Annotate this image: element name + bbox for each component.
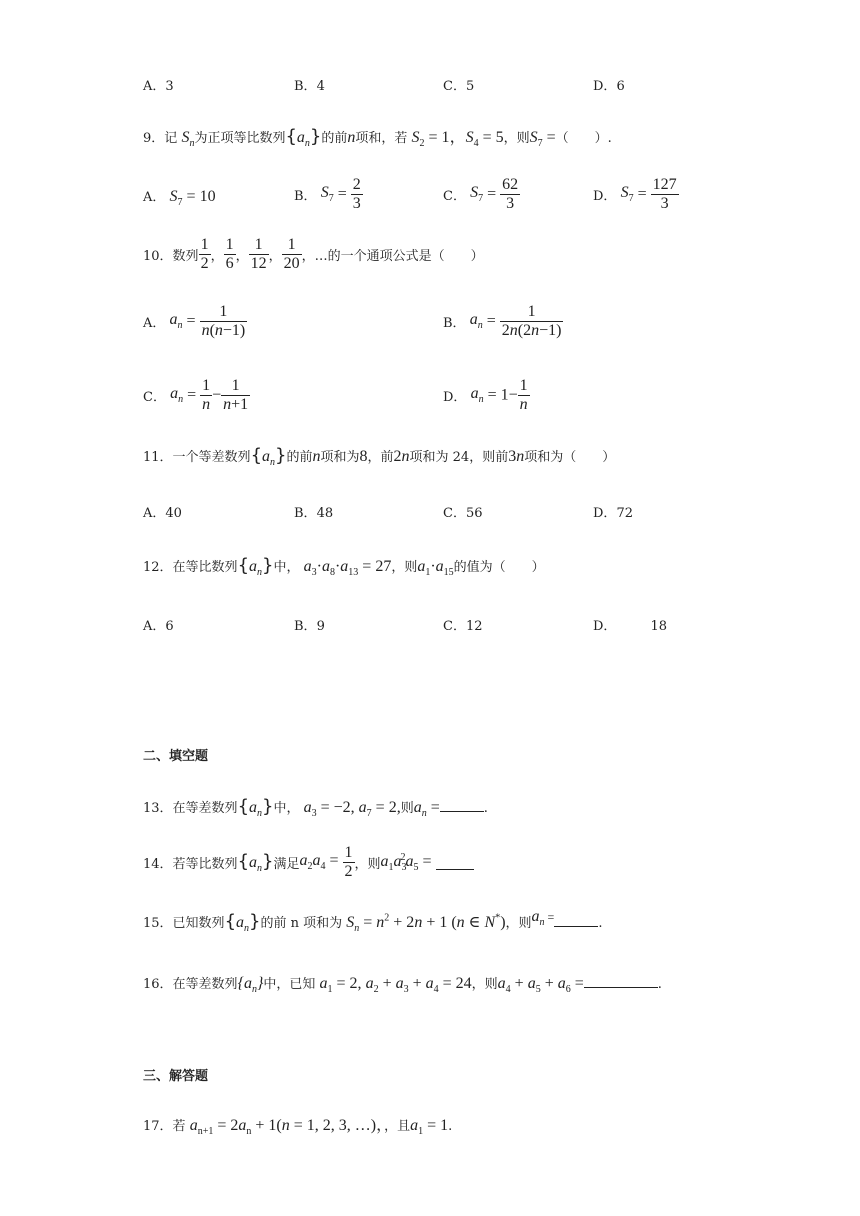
stem-text: 一个等差数列: [172, 450, 251, 465]
stem-text: 项和为（ ）: [524, 450, 616, 465]
stem-text: 在等差数列: [172, 977, 238, 992]
math-s7: $S_7$ =: [529, 129, 556, 150]
fraction: $\frac{1}{n}$: [202, 377, 211, 413]
answer-blank[interactable]: [440, 797, 484, 812]
option-text: 72: [616, 506, 633, 521]
option-text: 40: [165, 506, 182, 521]
stem-text: 的前: [321, 131, 348, 146]
stem-text: ，…的一个通项公式是（ ）: [301, 249, 484, 264]
stem-text: ，前: [367, 450, 394, 465]
option-label: A．: [143, 316, 166, 331]
section-heading-solutions: 三、解答题: [143, 1069, 209, 1084]
option-label: B．: [294, 189, 317, 204]
q10-option-c[interactable]: C． $a_n$ = $\frac{1}{n}$ − $\frac{1}{n+1}$: [143, 377, 249, 413]
fraction: $\frac{1}{2}$: [200, 236, 209, 272]
q9-option-d[interactable]: D． $S_7$ = $\frac{127}{3}$: [593, 176, 677, 212]
math-n: n: [347, 129, 356, 146]
q11-option-c[interactable]: [443, 502, 483, 521]
question-number: 11．: [143, 450, 173, 465]
math-value: 27: [375, 558, 392, 575]
stem-text: ，则: [354, 857, 381, 872]
fraction: $\frac{1}{12}$: [250, 236, 267, 272]
math-s2: $S_2 = 1$: [411, 129, 450, 150]
option-label: D．: [593, 506, 617, 521]
stem-text: 若: [172, 1119, 186, 1134]
stem-text: 数列: [172, 249, 199, 264]
stem-text: .: [598, 916, 603, 931]
option-label: D．: [593, 619, 617, 634]
option-label: A．: [143, 190, 166, 205]
q9-stem: 9．记 $S_n$为正项等比数列$\{a_n\}$的前n项和，若 $S_2 = 1$，$S_4 = 5$，则$S_7$ =（ ）.: [143, 126, 612, 150]
option-label: D．: [593, 189, 617, 204]
option-label: D．: [593, 79, 617, 94]
option-label: C．: [443, 506, 466, 521]
stem-text: 在等比数列: [172, 560, 238, 575]
stem-text: 的前 n 项和为: [260, 916, 343, 931]
q8-option-a[interactable]: [143, 75, 174, 94]
stem-text: 中，已知: [263, 977, 316, 992]
stem-text: 项和为: [320, 450, 360, 465]
option-label: B．: [294, 506, 317, 521]
q15-stem: 15．已知数列$\{a_n\}$的前 n 项和为 $S_n = n^2 + 2n + 1$ (n ∈ N*)，则$a_n$ = .: [143, 908, 603, 935]
q8-option-c[interactable]: [443, 75, 474, 94]
answer-blank[interactable]: [436, 855, 474, 870]
section-heading-fill-in: 二、填空题: [143, 749, 209, 764]
fraction: $\frac{1}{2n(2n-1)}$: [501, 303, 562, 339]
question-number: 13．: [143, 801, 173, 816]
stem-text: 项和为 24，则前: [409, 450, 509, 465]
question-number: 15．: [143, 916, 173, 931]
q9-option-a[interactable]: A． $S_7 = 10$: [143, 188, 216, 209]
stem-text: 记: [164, 131, 178, 146]
q10-option-a[interactable]: A． $a_n$ = $\frac{1}{n(n-1)}$: [143, 303, 246, 339]
q12-option-d[interactable]: [593, 615, 667, 634]
stem-text: 项和，若: [355, 131, 408, 146]
q14-stem: 14．若等比数列$\{a_n\}$满足$a_2a_4$ = $\frac{1}{2}$ ，则$a_1a_3^2a_5$ =: [143, 844, 474, 881]
question-number: 10．: [143, 249, 173, 264]
stem-text: ，则: [391, 560, 418, 575]
stem-text: ，则: [471, 977, 498, 992]
stem-text: .: [483, 801, 488, 816]
q10-option-d[interactable]: D． $a_n = 1-$ $\frac{1}{n}$: [443, 377, 528, 413]
option-label: A．: [143, 619, 166, 634]
math-product: $a_3\cdot a_8\cdot a_{13}$ =: [303, 558, 376, 579]
answer-blank[interactable]: [584, 973, 658, 988]
q12-option-b[interactable]: [294, 615, 325, 634]
option-label: B．: [294, 79, 317, 94]
q8-option-d[interactable]: [593, 75, 625, 94]
q11-option-b[interactable]: [294, 502, 333, 521]
fraction: $\frac{1}{n(n-1)}$: [201, 303, 246, 339]
fraction: $\frac{1}{n+1}$: [223, 377, 249, 413]
option-text: 18: [650, 619, 667, 634]
option-label: D．: [443, 390, 467, 405]
stem-text: 的值为（ ）: [453, 560, 545, 575]
stem-text: .: [657, 977, 662, 992]
option-label: B．: [443, 316, 466, 331]
stem-text: 中，: [273, 560, 300, 575]
question-number: 16．: [143, 977, 173, 992]
question-number: 17．: [143, 1119, 173, 1134]
q8-option-b[interactable]: [294, 75, 325, 94]
fraction: $\frac{62}{3}$: [502, 176, 519, 212]
q13-stem: 13．在等差数列$\{a_n\}$中， $a_3 = -2$, $a_7 = 2$,则$a_n$ = .: [143, 796, 488, 820]
option-text: 6: [616, 79, 625, 94]
q12-option-c[interactable]: [443, 615, 483, 634]
q16-stem: 16．在等差数列$\{a_n\}$中，已知 $a_1 = 2$, $a_2 + a_3 + a_4 = 24$，则$a_4 + a_5 + a_6$ = .: [143, 975, 662, 996]
answer-blank[interactable]: [554, 912, 598, 927]
stem-text: 已知数列: [172, 916, 225, 931]
fraction: $\frac{1}{n}$: [519, 377, 528, 413]
q10-option-b[interactable]: B． $a_n$ = $\frac{1}{2n(2n-1)}$: [443, 303, 562, 339]
fraction: $\frac{2}{3}$: [352, 176, 361, 212]
option-text: 9: [316, 619, 325, 634]
stem-text: 中，: [273, 801, 300, 816]
option-label: C．: [443, 619, 466, 634]
option-label: A．: [143, 79, 166, 94]
fraction: $\frac{1}{6}$: [225, 236, 234, 272]
option-text: 3: [165, 79, 174, 94]
q9-option-c[interactable]: C． $S_7$ = $\frac{62}{3}$: [443, 176, 519, 212]
q11-option-a[interactable]: [143, 502, 182, 521]
math-s4: $S_4 = 5$: [465, 129, 504, 150]
stem-text: （ ）.: [555, 131, 612, 146]
option-text: 6: [165, 619, 174, 634]
option-text: 5: [465, 79, 475, 94]
math-seq-an: $\{a_n\}$: [285, 126, 322, 150]
fraction: $\frac{1}{20}$: [283, 236, 300, 272]
option-text: 48: [316, 506, 334, 521]
stem-text: 满足: [273, 857, 300, 872]
option-text: 56: [465, 506, 483, 521]
option-value: 10: [199, 188, 216, 205]
option-label: B．: [294, 619, 317, 634]
option-text: 4: [316, 79, 325, 94]
question-number: 14．: [143, 857, 173, 872]
stem-text: ，则: [503, 131, 530, 146]
option-label: C．: [143, 390, 166, 405]
q17-stem: 17．若 $a_{n+1} = 2a_n + 1(n = 1$, 2, 3, …)，，且$a_1 = 1$.: [143, 1117, 453, 1138]
q9-option-b[interactable]: B． $S_7$ = $\frac{2}{3}$: [294, 176, 361, 212]
option-label: A．: [143, 506, 166, 521]
option-label: C．: [443, 79, 466, 94]
math-s-n: $S_n$: [181, 129, 195, 150]
stem-text: ，则: [505, 916, 532, 931]
option-text: 12: [465, 619, 483, 634]
question-number: 12．: [143, 560, 173, 575]
stem-text: 则: [400, 801, 414, 816]
q11-option-d[interactable]: [593, 502, 633, 521]
stem-text: ，且: [384, 1119, 411, 1134]
question-number: 9．: [143, 131, 165, 146]
stem-text: .: [448, 1119, 453, 1134]
math-value: 8: [359, 448, 368, 465]
q10-stem: 10．数列 $\frac{1}{2}$ ， $\frac{1}{6}$ ， $\frac{1}{12}$ ， $\frac{1}{20}$ ，…的一个通项公式是（ ）: [143, 236, 484, 272]
stem-text: 为正项等比数列: [194, 131, 286, 146]
fraction: $\frac{1}{2}$: [344, 844, 353, 880]
q12-stem: 12．在等比数列$\{a_n\}$中， $a_3\cdot a_8\cdot a_{13} = 27$，则$a_1\cdot a_{15}$的值为（ ）: [143, 555, 545, 579]
stem-text: 若等比数列: [172, 857, 238, 872]
q12-option-a[interactable]: [143, 615, 174, 634]
q11-stem: 11．一个等差数列$\{a_n\}$的前n项和为8，前2n项和为 24，则前3n项和为（ ）: [143, 445, 616, 469]
stem-text: 的前: [286, 450, 313, 465]
fraction: $\frac{127}{3}$: [652, 176, 677, 212]
option-label: C．: [443, 189, 466, 204]
stem-text: 在等差数列: [172, 801, 238, 816]
